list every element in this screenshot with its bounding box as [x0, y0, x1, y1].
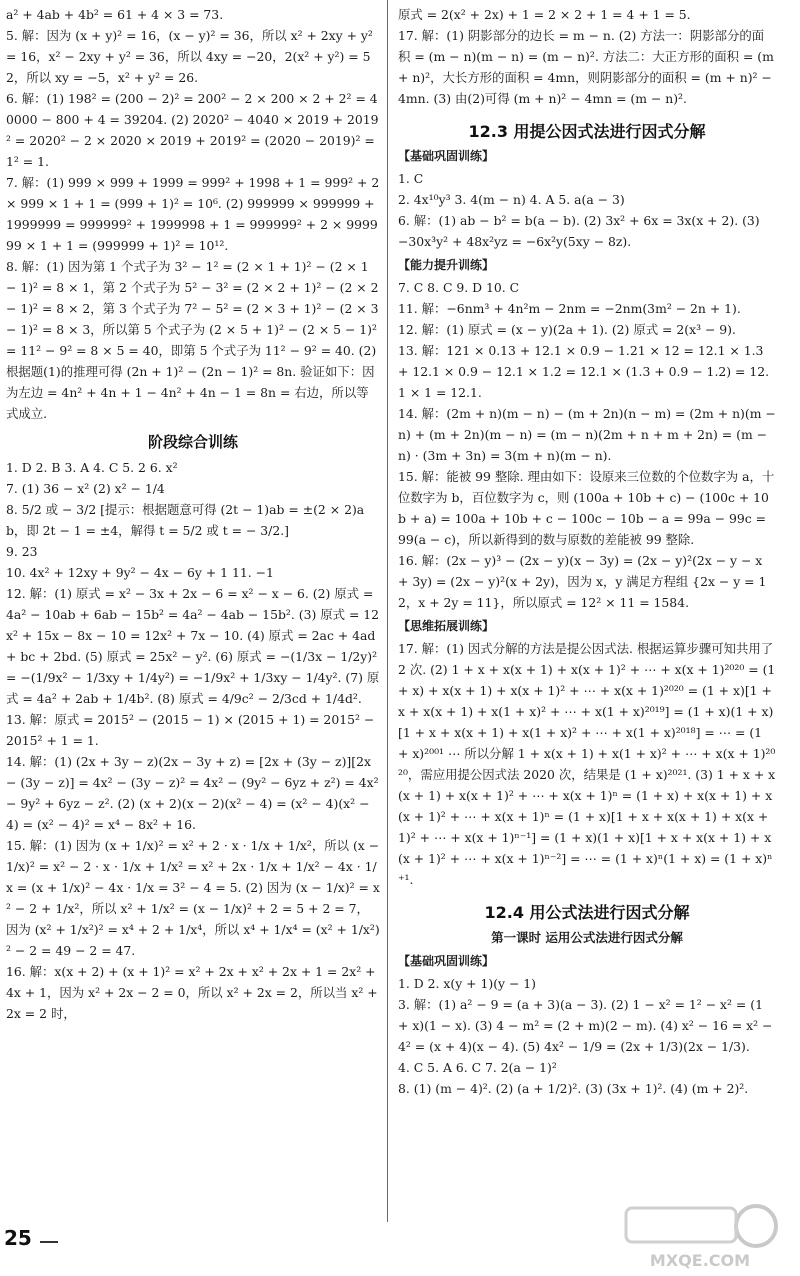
watermark-text: MXQE.COM: [649, 1251, 751, 1270]
answer-line: 7. 解：(1) 999 × 999 + 1999 = 999² + 1998 + 1 = 999² + 2 × 999 × 1 + 1 = (999 + 1)² = 10⁶. (2) 999999 × 999999 + 1999999 = 999999² + 1999998 + 1 = 999999² + 2 × 999999 × 1 + 1 = (999999 + 1)² = 10¹².: [6, 175, 380, 253]
answer-line: 10. 4x² + 12xy + 9y² − 4x − 6y + 1 11. −1: [6, 565, 274, 580]
answer-line: 3. 解：(1) a² − 9 = (a + 3)(a − 3). (2) 1 − x² = 1² − x² = (1 + x)(1 − x). (3) 4 − m² = (2 + m)(2 − m). (4) x² − 16 = x² − 4² = (x + 4)(x − 4). (5) 4x² − 1/9 = (2x + 1/3)(2x − 1/3).: [398, 997, 773, 1054]
column-divider: [387, 0, 388, 1222]
answer-line: 9. 23: [6, 544, 38, 559]
answer-line: 12. 解：(1) 原式 = (x − y)(2a + 1). (2) 原式 = 2(x³ − 9).: [398, 322, 736, 337]
answer-line: 6. 解：(1) ab − b² = b(a − b). (2) 3x² + 6x = 3x(x + 2). (3) −30x³y² + 48x²yz = −6x²y(5xy − 8z).: [398, 213, 760, 249]
left-column: [6, 4, 380, 1024]
page-number-rule: [40, 1241, 58, 1243]
lesson-subtitle: 第一课时 运用公式法进行因式分解: [491, 930, 683, 945]
watermark-graphic: [606, 1200, 794, 1272]
answer-line: 16. 解：x(x + 2) + (x + 1)² = x² + 2x + x² + 2x + 1 = 2x² + 4x + 1，因为 x² + 2x − 2 = 0，所以 x² + 2x = 2，所以当 x² + 2x = 2 时，: [6, 964, 378, 1021]
tag-basic: 【基础巩固训练】: [398, 954, 495, 968]
right-column: [398, 4, 776, 1099]
tag-basic: 【基础巩固训练】: [398, 149, 495, 163]
answer-line: 15. 解：(1) 因为 (x + 1/x)² = x² + 2 · x · 1/x + 1/x²，所以 (x − 1/x)² = x² − 2 · x · 1/x + 1/x² = x² + 2x · 1/x + 1/x² − 4x · 1/x = (x + 1/x)² − 4x · 1/x = 3² − 4 = 5. (2) 因为 (x − 1/x)² = x² − 2 + 1/x²，所以 x² + 1/x² = (x − 1/x)² + 2 = 5 + 2 = 7，因为 (x² + 1/x²)² = x⁴ + 2 + 1/x⁴，所以 x⁴ + 1/x⁴ = (x² + 1/x²)² − 2 = 49 − 2 = 47.: [6, 838, 380, 958]
answer-line: 4. C 5. A 6. C 7. 2(a − 1)²: [398, 1060, 557, 1075]
answer-line: 8. 5/2 或 − 3/2 [提示：根据题意可得 (2t − 1)ab = ±(2 × 2)ab，即 2t − 1 = ±4，解得 t = 5/2 或 t = − 3/2.]: [6, 502, 365, 538]
answer-line: 8. (1) (m − 4)². (2) (a + 1/2)². (3) (3x + 1)². (4) (m + 2)².: [398, 1081, 749, 1096]
answer-line: 原式 = 2(x² + 2x) + 1 = 2 × 2 + 1 = 4 + 1 = 5.: [398, 7, 691, 22]
answer-line: 12. 解：(1) 原式 = x² − 3x + 2x − 6 = x² − x − 6. (2) 原式 = 4a² − 10ab + 6ab − 15b² = 4a² − 4ab − 15b². (3) 原式 = 12x² + 15x − 8x − 10 = 12x² + 7x − 10. (4) 原式 = 2ac + 4ad + bc + 2bd. (5) 原式 = 25x² − y². (6) 原式 = −(1/3x − 1/2y)² = −(1/9x² − 1/3xy + 1/4y²) = −1/9x² + 1/3xy − 1/4y². (7) 原式 = 4a² + 2ab + 1/4b². (8) 原式 = 4/9c² − 2/3cd + 1/4d².: [6, 586, 380, 706]
section-title-12-3: 12.3 用提公因式法进行因式分解: [468, 122, 706, 141]
section-title-12-4: 12.4 用公式法进行因式分解: [484, 903, 690, 922]
answer-line: 11. 解：−6nm³ + 4n²m − 2nm = −2nm(3m² − 2n + 1).: [398, 301, 741, 316]
answer-line: 8. 解：(1) 因为第 1 个式子为 3² − 1² = (2 × 1 + 1)² − (2 × 1 − 1)² = 8 × 1，第 2 个式子为 5² − 3² = (2 × 2 + 1)² − (2 × 2 − 1)² = 8 × 2，第 3 个式子为 7² − 5² = (2 × 3 + 1)² − (2 × 3 − 1)² = 8 × 3，所以第 5 个式子为 (2 × 5 + 1)² − (2 × 5 − 1)² = 11² − 9² = 8 × 5 = 40，即第 5 个式子为 11² − 9² = 40. (2) 根据题(1)的推理可得 (2n + 1)² − (2n − 1)² = 8n. 验证如下：因为左边 = 4n² + 4n + 1 − 4n² + 4n − 1 = 8n = 右边，所以等式成立.: [6, 259, 379, 421]
answer-line: 6. 解：(1) 198² = (200 − 2)² = 200² − 2 × 200 × 2 + 2² = 40000 − 800 + 4 = 39204. (2) 2020² − 4040 × 2019 + 2019² = 2020² − 2 × 2020 × 2019 + 2019² = (2020 − 2019)² = 1² = 1.: [6, 91, 379, 169]
answer-line: 7. C 8. C 9. D 10. C: [398, 280, 520, 295]
answer-line: 16. 解：(2x − y)³ − (2x − y)(x − 3y) = (2x − y)²(2x − y − x + 3y) = (2x − y)²(x + 2y)，因为 x，y 满足方程组 {2x − y = 12，x + 2y = 11}，所以原式 = 12² × 11 = 1584.: [398, 553, 767, 610]
answer-line: 13. 解：原式 = 2015² − (2015 − 1) × (2015 + 1) = 2015² − 2015² + 1 = 1.: [6, 712, 375, 748]
answer-line: 14. 解：(2m + n)(m − n) − (m + 2n)(n − m) = (2m + n)(m − n) + (m + 2n)(m − n) = (m − n)(2m + n + m + 2n) = (m − n) · (3m + 3n) = 3(m + n)(m − n).: [398, 406, 776, 463]
tag-thinking: 【思维拓展训练】: [398, 619, 495, 633]
page-number: 25: [4, 1226, 32, 1250]
section-title-stage-review: 阶段综合训练: [147, 433, 238, 451]
answer-line: 1. D 2. x(y + 1)(y − 1): [398, 976, 537, 991]
answer-line: 1. D 2. B 3. A 4. C 5. 2 6. x²: [6, 460, 178, 475]
tag-ability: 【能力提升训练】: [398, 258, 495, 272]
answer-line: 13. 解：121 × 0.13 + 12.1 × 0.9 − 1.21 × 12 = 12.1 × 1.3 + 12.1 × 0.9 − 12.1 × 1.2 = 12.1 × (1.3 + 0.9 − 1.2) = 12.1 × 1 = 12.1.: [398, 343, 770, 400]
answer-line: 2. 4x¹⁰y³ 3. 4(m − n) 4. A 5. a(a − 3): [398, 192, 625, 207]
answer-line: 15. 解：能被 99 整除. 理由如下：设原来三位数的个位数字为 a，十位数字为 b，百位数字为 c，则 (100a + 10b + c) − (100c + 10b + a) = 100a + 10b + c − 100c − 10b − a = 99a − 99c = 99(a − c)，所以新得到的数与原数的差能被 99 整除.: [398, 469, 775, 547]
answer-line: 17. 解：(1) 阴影部分的边长 = m − n. (2) 方法一：阴影部分的面积 = (m − n)(m − n) = (m − n)². 方法二：大正方形的面积 = (m + n)²，大长方形的面积 = 4mn，则阴影部分的面积 = (m + n)² − 4mn. (3) 由(2)可得 (m + n)² − 4mn = (m − n)².: [398, 28, 774, 106]
answer-line: 17. 解：(1) 因式分解的方法是提公因式法. 根据运算步骤可知共用了 2 次. (2) 1 + x + x(x + 1) + x(x + 1)² + ⋯ + x(x + 1)²⁰²⁰ = (1 + x) + x(x + 1) + x(x + 1)² + ⋯ + x(x + 1)²⁰²⁰ = (1 + x)[1 + x + x(x + 1) + x(1 + x)² + ⋯ + x(1 + x)²⁰¹⁹] = (1 + x)(1 + x)[1 + x + x(x + 1) + x(1 + x)² + ⋯ + x(1 + x)²⁰¹⁸] = ⋯ = (1 + x)²⁰⁰¹ ⋯ 所以分解 1 + x(x + 1) + x(1 + x)² + ⋯ + x(x + 1)²⁰²⁰，需应用提公因式法 2020 次，结果是 (1 + x)²⁰²¹. (3) 1 + x + x(x + 1) + x(x + 1)² + ⋯ + x(x + 1)ⁿ = (1 + x) + x(x + 1) + x(x + 1)² + ⋯ + x(x + 1)ⁿ = (1 + x)[1 + x + x(x + 1) + x(x + 1)² + ⋯ + x(x + 1)ⁿ⁻¹] = (1 + x)(1 + x)[1 + x + x(x + 1) + x(x + 1)² + ⋯ + x(x + 1)ⁿ⁻²] = ⋯ = (1 + x)ⁿ(1 + x) = (1 + x)ⁿ⁺¹.: [398, 641, 776, 887]
answer-line: 14. 解：(1) (2x + 3y − z)(2x − 3y + z) = [2x + (3y − z)][2x − (3y − z)] = 4x² − (3y − z)² = 4x² − (9y² − 6yz + z²) = 4x² − 9y² + 6yz − z². (2) (x + 2)(x − 2)(x² − 4) = (x² − 4)(x² − 4) = (x² − 4)² = x⁴ − 8x² + 16.: [6, 754, 379, 832]
watermark-logo: [606, 1200, 794, 1272]
answer-line: 5. 解：因为 (x + y)² = 16，(x − y)² = 36，所以 x² + 2xy + y² = 16，x² − 2xy + y² = 36，所以 4xy = −20，2(x² + y²) = 52，所以 xy = −5，x² + y² = 26.: [6, 28, 373, 85]
answer-line: 7. (1) 36 − x² (2) x² − 1/4: [6, 481, 165, 496]
answer-line: a² + 4ab + 4b² = 61 + 4 × 3 = 73.: [6, 7, 224, 22]
answer-line: 1. C: [398, 171, 424, 186]
